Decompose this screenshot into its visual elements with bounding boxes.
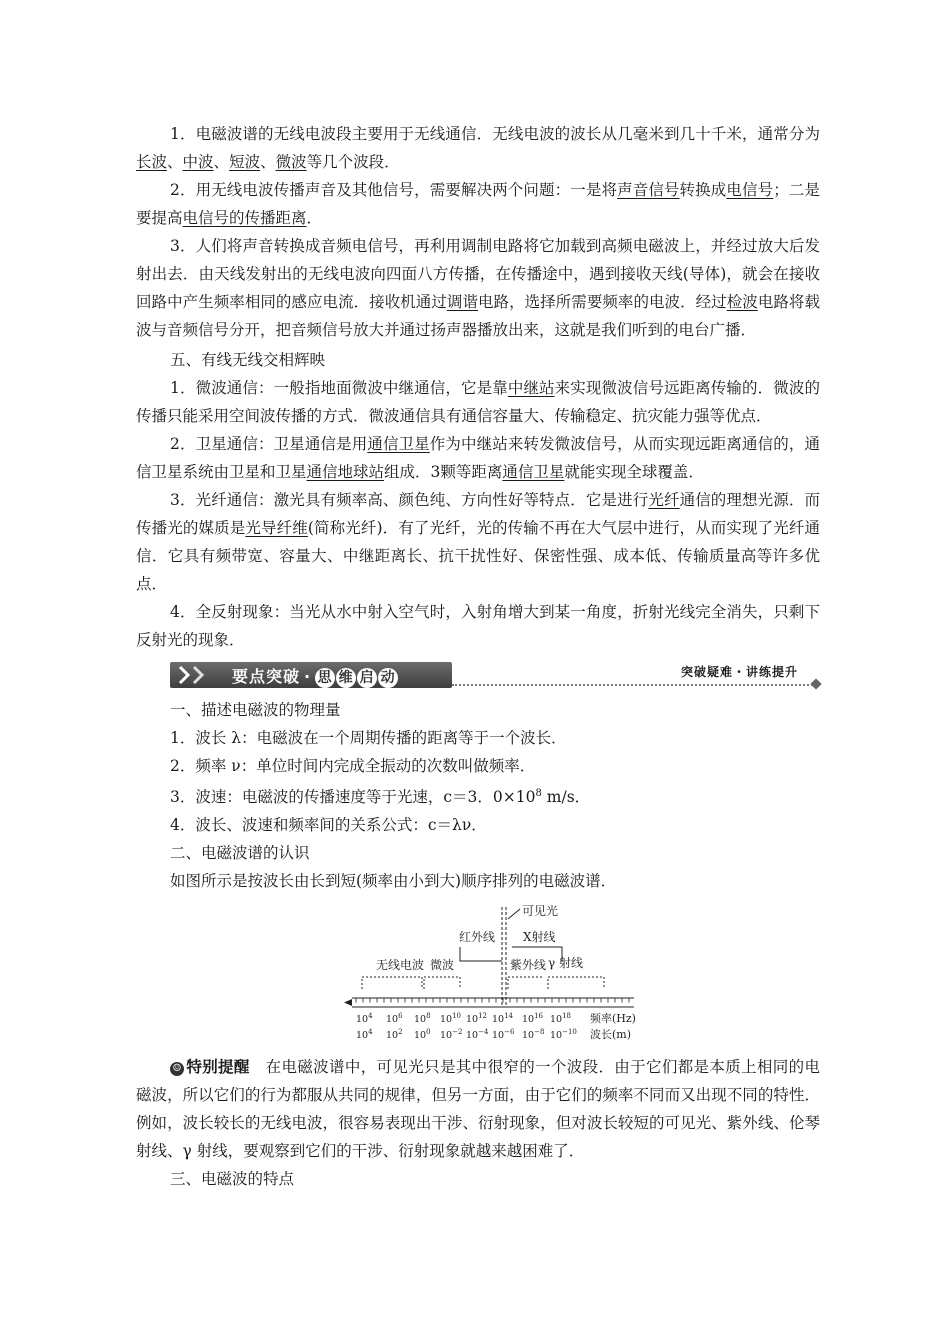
freq-tick-label: $10^{14}$ xyxy=(492,1012,514,1026)
arrow-left-icon xyxy=(344,999,352,1006)
paragraph-radio-bands: 1．电磁波谱的无线电波段主要用于无线通信．无线电波的波长从几毫米到几十千米，通常分为长波、中波、短波、微波等几个波段． xyxy=(136,125,820,171)
paragraph-total-reflection: 4．全反射现象：当光从水中射入空气时，入射角增大到某一角度，折射光线完全消失，只剩下反射光的现象． xyxy=(136,603,820,649)
freq-tick-label: $10^{12}$ xyxy=(466,1012,488,1026)
wavelength-tick-label: $10^{-4}$ xyxy=(466,1028,489,1042)
paragraph-satellite: 2．卫星通信：卫星通信是用通信卫星作为中继站来转发微波信号，从而实现远距离通信的，通信卫星系统由卫星和卫星通信地球站组成．3颗等距离通信卫星就能实现全球覆盖． xyxy=(136,435,820,481)
label-infrared: 红外线 xyxy=(459,930,496,945)
wavelength-tick-label: $10^0$ xyxy=(414,1028,431,1042)
freq-tick-label: $10^6$ xyxy=(386,1012,403,1026)
em-spectrum-figure xyxy=(136,901,820,1049)
label-ultraviolet: 紫外线 xyxy=(510,958,547,973)
wavelength-definition: 1．波长 λ：电磁波在一个周期传播的距离等于一个波长． xyxy=(170,729,567,747)
freq-tick-label: $10^{10}$ xyxy=(440,1012,462,1026)
label-gamma-ray: γ 射线 xyxy=(548,956,583,971)
label-xray: X射线 xyxy=(523,930,556,945)
label-radio-wave: 无线电波 xyxy=(376,958,425,973)
chevron-right-icon xyxy=(190,665,210,685)
freq-tick-label: $10^{18}$ xyxy=(550,1012,572,1026)
section-banner xyxy=(136,662,820,692)
part2-heading: 二、电磁波谱的认识 xyxy=(170,844,310,863)
spectrum-diagram xyxy=(342,901,642,1049)
special-reminder: ☺ 特别提醒 在电磁波谱中，可见光只是其中很窄的一个波段．由于它们都是本质上相同的电磁波，所以它们的行为都服从共同的规律，但另一方面，由于它们的频率不同而又出现不同的特性．例如，波长较长的无线电波，很容易表现出干涉、衍射现象，但对波长较短的可见光、紫外线、伦琴射线、γ 射线，要观察到它们的干涉、衍射现象就越来越困难了． xyxy=(136,1058,820,1161)
banner-title: 要点突破 · 思 维 启 动 xyxy=(232,664,399,688)
part3-heading: 三、电磁波的特点 xyxy=(170,1170,295,1189)
paragraph-signal-problems: 2．用无线电波传播声音及其他信号，需要解决两个问题：一是将声音信号转换成电信号；二是要提高电信号的传播距离． xyxy=(136,181,820,227)
wavelength-tick-label: $10^{-8}$ xyxy=(522,1028,545,1042)
paragraph-optical-fiber: 3．光纤通信：激光具有频率高、颜色纯、方向性好等特点．它是进行光纤通信的理想光源．而传播光的媒质是光导纤维(简称光纤)．有了光纤，光的传输不再在大气层中进行，从而实现了光纤通信．它具有频带宽、容量大、中继距离长、抗干扰性好、保密性强、成本低、传输质量高等许多优点． xyxy=(136,491,820,593)
relation-formula: 4．波长、波速和频率间的关系公式：c＝λν． xyxy=(170,816,487,835)
label-microwave: 微波 xyxy=(430,958,455,973)
wavelength-tick-label: $10^{-6}$ xyxy=(492,1028,515,1042)
label-visible-light: 可见光 xyxy=(522,904,559,919)
freq-unit-label: 频率(Hz) xyxy=(590,1012,636,1026)
part2-intro: 如图所示是按波长由长到短(频率由小到大)顺序排列的电磁波谱． xyxy=(170,872,617,891)
paragraph-microwave: 1．微波通信：一般指地面微波中继通信，它是靠中继站来实现微波信号远距离传输的．微波的传播只能采用空间波传播的方式．微波通信具有通信容量大、传输稳定、抗灾能力强等优点． xyxy=(136,379,820,425)
freq-tick-label: $10^8$ xyxy=(414,1012,431,1026)
wavelength-tick-label: $10^{-10}$ xyxy=(550,1028,577,1042)
frequency-definition: 2．频率 ν：单位时间内完成全振动的次数叫做频率． xyxy=(170,757,536,775)
part1-heading: 一、描述电磁波的物理量 xyxy=(170,701,341,719)
wavelength-tick-label: $10^{-2}$ xyxy=(440,1028,463,1042)
wavelength-tick-label: $10^4$ xyxy=(356,1028,373,1042)
document-page xyxy=(136,120,820,1193)
diamond-icon xyxy=(810,678,821,689)
freq-tick-label: $10^{16}$ xyxy=(522,1012,544,1026)
smiley-icon: ☺ xyxy=(170,1062,184,1076)
banner-dotted-line xyxy=(452,684,820,686)
paragraph-broadcast: 3．人们将声音转换成音频电信号，再利用调制电路将它加载到高频电磁波上，并经过放大后发射出去．由天线发射出的无线电波向四面八方传播，在传播途中，遇到接收天线(导体)，就会在接收回路中产生频率相同的感应电流．接收机通过调谐电路，选择所需要频率的电波．经过检波电路将载波与音频信号分开，把音频信号放大并通过扬声器播放出来，这就是我们听到的电台广播． xyxy=(136,237,820,339)
wavelength-unit-label: 波长(m) xyxy=(590,1028,632,1042)
wave-speed-definition: 3．波速：电磁波的传播速度等于光速，c＝3．$0\times 10^8$ m/s． xyxy=(170,788,591,807)
section-heading-5: 五、有线无线交相辉映 xyxy=(170,351,326,369)
banner-subtitle: 突破疑难・讲练提升 xyxy=(680,665,798,679)
wavelength-tick-label: $10^2$ xyxy=(386,1028,403,1042)
freq-tick-label: $10^4$ xyxy=(356,1012,373,1026)
reminder-title: 特别提醒 xyxy=(186,1058,250,1077)
